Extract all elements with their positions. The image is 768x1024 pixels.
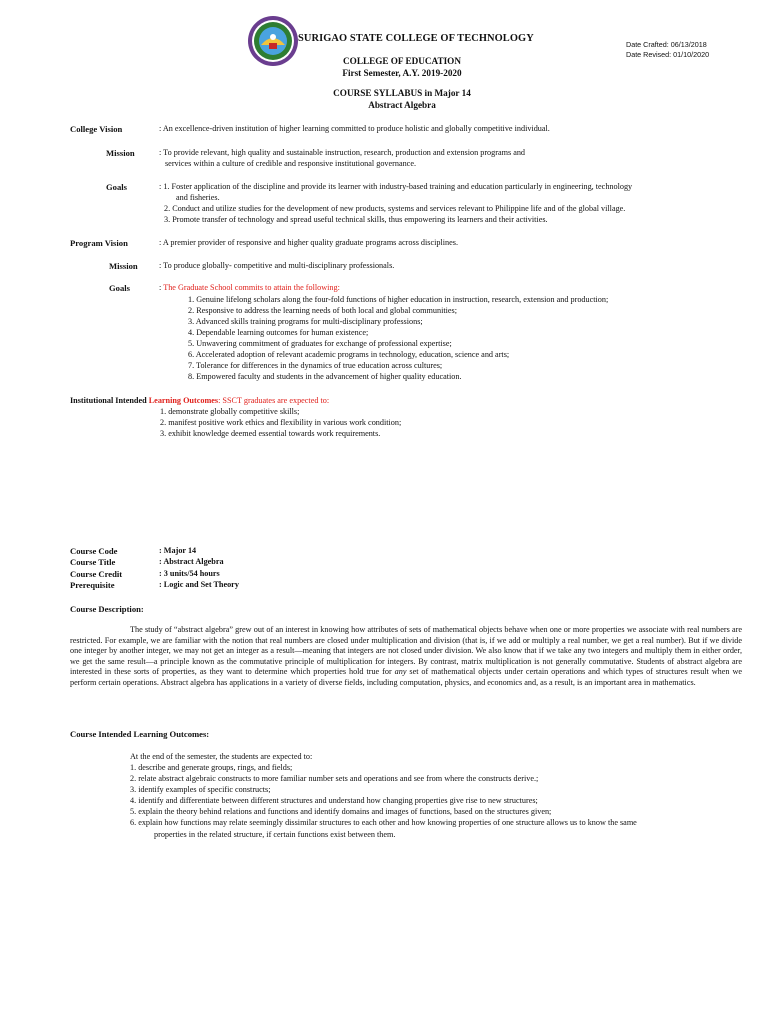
course-code-value: : Major 14 [159, 546, 197, 555]
program-goals-intro [159, 283, 340, 294]
cilo-item: 1. describe and generate groups, rings, and fields; [130, 763, 293, 772]
ilo-heading-red-rest: : SSCT graduates are expected to: [218, 396, 330, 405]
program-goals-colon: : [159, 283, 164, 292]
course-description-paragraph [70, 625, 742, 688]
cilo-intro: At the end of the semester, the students are expected to: [130, 752, 313, 761]
ilo-heading-black: Institutional Intended [70, 396, 149, 405]
description-part-1: The study of “abstract algebra” grew out of an interest in knowing how attributes of sets of mathematical objects behave when one or more properties we associate with real numbers are restricted. For example, we are familiar with the notion that real numbers are closed under multiplication and division (that is, if we add or multiply a real number, we get a real number). But if we divide one integer by another integer, we may not get an integer as a result—meaning that integers are not closed under division. We also know that if we take any two integers and multiply them in either order, we get the same result—a principle known as the commutative principle of multiplication for integers. By contrast, matrix multiplication is not generally commutative. Students of abstract algebra are interested in these sorts of properties, as they want to determine which properties hold true for [70, 625, 742, 676]
date-revised: Date Revised: 01/10/2020 [626, 50, 710, 59]
course-title-label: Course Title [70, 557, 116, 567]
ilo-item: 1. demonstrate globally competitive skills; [160, 407, 300, 416]
college-mission-line-1: : To provide relevant, high quality and sustainable instruction, research, production and extension programs and [159, 148, 526, 157]
description-any-emphasis: any [394, 667, 407, 676]
ilo-heading-red: Learning Outcomes [148, 396, 219, 405]
subject-title: Abstract Algebra [368, 100, 436, 110]
syllabus-title: COURSE SYLLABUS in Major 14 [333, 88, 471, 98]
program-goal-item: 1. Genuine lifelong scholars along the four-fold functions of higher education in instruction, research, extension and production; [188, 295, 609, 304]
prerequisite-value: : Logic and Set Theory [159, 580, 239, 589]
ilo-item: 3. exhibit knowledge deemed essential towards work requirements. [160, 429, 381, 438]
course-title-value: : Abstract Algebra [159, 557, 224, 566]
college-vision-label: College Vision [70, 124, 123, 134]
date-crafted: Date Crafted: 06/13/2018 [626, 40, 707, 49]
college-mission-label: Mission [106, 148, 135, 158]
college-mission-line-2: services within a culture of credible and responsive institutional governance. [165, 159, 417, 168]
prerequisite-label: Prerequisite [70, 580, 115, 590]
college-goals-line-2: and fisheries. [176, 193, 220, 202]
cilo-item-continued: properties in the related structure, if certain functions exist between them. [154, 830, 396, 839]
college-goals-line-1: : 1. Foster application of the discipline and provide its learner with industry-based training and education particularly in engineering, technology [159, 182, 633, 191]
course-credit-value: : 3 units/54 hours [159, 569, 220, 578]
program-goals-intro-text: The Graduate School commits to attain the following: [163, 283, 340, 292]
program-mission-text: : To produce globally- competitive and multi-disciplinary professionals. [159, 261, 395, 270]
cilo-item: 4. identify and differentiate between different structures and understand how changing properties give rise to new structures; [130, 796, 538, 805]
college-goals-label: Goals [106, 182, 128, 192]
ilo-item: 2. manifest positive work ethics and flexibility in various work condition; [160, 418, 402, 427]
program-goal-item: 8. Empowered faculty and students in the advancement of higher quality education. [188, 372, 462, 381]
course-credit-label: Course Credit [70, 569, 123, 579]
college-goals-line-4: 3. Promote transfer of technology and spread useful technical skills, thus empowering its learners and their activities. [164, 215, 548, 224]
program-mission-label: Mission [109, 261, 138, 271]
description-part-2: set of mathematical objects under certain operations and which types of structures result when we perform certain operations. Abstract algebra has applications in a variety of diverse fields, including computation, physics, and economics and, as a result, is an important area in mathematics. [70, 667, 742, 687]
program-goals-label: Goals [109, 283, 131, 293]
cilo-item: 3. identify examples of specific constructs; [130, 785, 271, 794]
program-vision-text: : A premier provider of responsive and higher quality graduate programs across disciplines. [159, 238, 458, 247]
program-goal-item: 3. Advanced skills training programs for multi-disciplinary professions; [188, 317, 423, 326]
college-name: COLLEGE OF EDUCATION [343, 56, 461, 66]
institution-name: SURIGAO STATE COLLEGE OF TECHNOLOGY [298, 33, 534, 44]
program-goal-item: 2. Responsive to address the learning needs of both local and global communities; [188, 306, 457, 315]
cilo-item: 5. explain the theory behind relations and functions and identify domains and images of functions, based on the structures given; [130, 807, 552, 816]
college-vision-text: : An excellence-driven institution of higher learning committed to produce holistic and globally competitive individual. [159, 124, 550, 133]
program-vision-label: Program Vision [70, 238, 128, 248]
college-goals-line-3: 2. Conduct and utilize studies for the development of new products, systems and services relevant to Philippine life and of the global village. [164, 204, 626, 213]
course-code-label: Course Code [70, 546, 118, 556]
ilo-heading [70, 396, 329, 407]
program-goal-item: 7. Tolerance for differences in the dynamics of true education across cultures; [188, 361, 443, 370]
cilo-item: 2. relate abstract algebraic constructs to more familiar number sets and operations and see from where the constructs derive.; [130, 774, 539, 783]
program-goal-item: 5. Unwavering commitment of graduates for exchange of professional expertise; [188, 339, 452, 348]
cilo-heading: Course Intended Learning Outcomes: [70, 729, 210, 739]
program-goal-item: 6. Accelerated adoption of relevant academic programs in technology, education, science and arts; [188, 350, 510, 359]
course-description-heading: Course Description: [70, 604, 144, 614]
program-goal-item: 4. Dependable learning outcomes for human existence; [188, 328, 369, 337]
cilo-item: 6. explain how functions may relate seemingly dissimilar structures to each other and how knowing properties of one structure allows us to know the same [130, 818, 637, 827]
semester: First Semester, A.Y. 2019-2020 [342, 68, 462, 78]
